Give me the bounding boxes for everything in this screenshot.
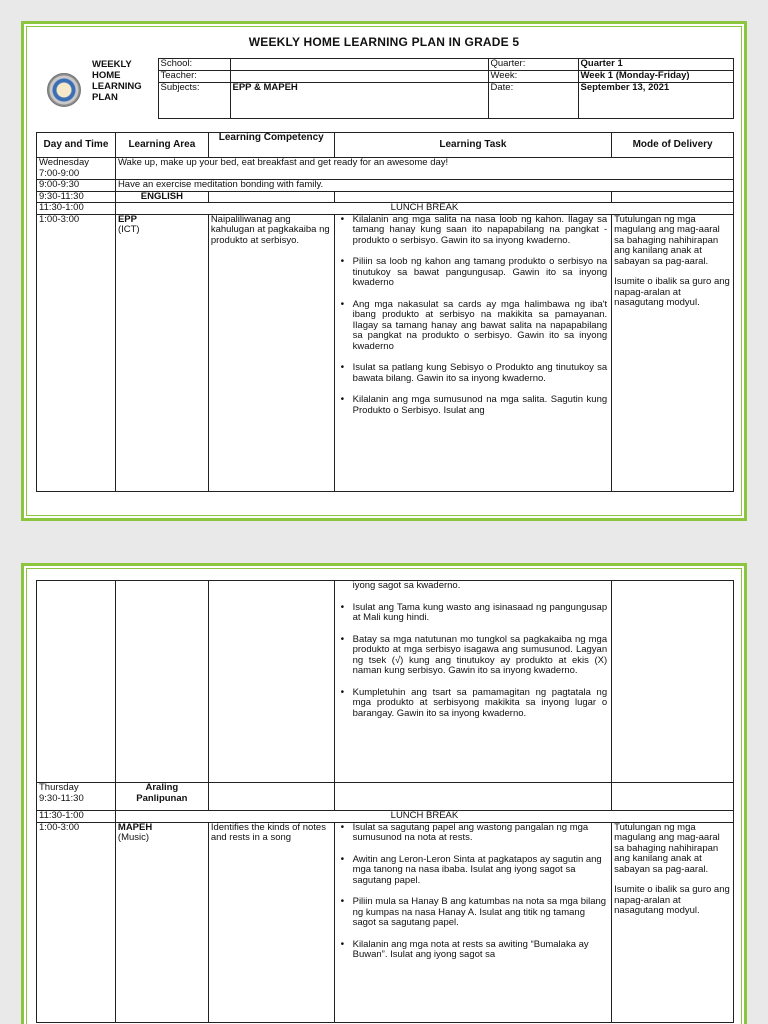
page-title: WEEKLY HOME LEARNING PLAN IN GRADE 5: [248, 35, 520, 49]
list-item: • Batay sa mga natutunan mo tungkol sa pagkakaiba ng mga produkto at mga serbisyo isagawa ang sumusunod. Lagyan ng tsek (√) kung ang tinutukoy ay produkto at ekis (X) naman kung serbisyo. Gawin ito sa inyong kwaderno.: [353, 635, 608, 677]
mode-text: Isumite o ibalik sa guro ang napag-aralan at nasagutang modyul.: [614, 884, 730, 916]
empty-cell: [115, 581, 208, 783]
table-row: [37, 581, 734, 783]
mode-text: Tutulungan ng mga magulang ang mag-aaral sa bahaging nahihirapan ang kanilang anak at sabayan sa pag-aaral.: [614, 821, 720, 875]
area-subtitle: (Music): [117, 832, 150, 843]
empty-cell: [208, 783, 334, 811]
day-time-cell: [37, 783, 116, 811]
task-cell: [334, 581, 612, 783]
activity-cell: Wake up, make up your bed, eat breakfast and get ready for an awesome day!: [115, 158, 733, 180]
list-item: • Piliin sa loob ng kahon ang tamang produkto o serbisyo na tinutukoy sa bawat pangungusap. Gawin ito sa inyong kwaderno: [353, 257, 608, 289]
plan-label-line: LEARNING: [92, 80, 142, 92]
empty-cell: [612, 191, 734, 203]
date-value: September 13, 2021: [578, 83, 734, 119]
task-list: [337, 823, 610, 961]
day-label: Thursday: [39, 782, 79, 793]
plan-label: [90, 59, 158, 119]
table-row: [37, 822, 734, 1022]
time-cell: 9:00-9:30: [37, 180, 116, 192]
plan-label-line: PLAN: [92, 91, 118, 103]
day-label: Wednesday: [39, 157, 89, 168]
subjects-value: EPP & MAPEH: [230, 83, 488, 119]
lunch-cell: LUNCH BREAK: [115, 811, 733, 823]
plan-label-line: WEEKLY: [92, 58, 132, 70]
mode-text: Isumite o ibalik sa guro ang napag-aralan at nasagutang modyul.: [614, 276, 730, 308]
list-item: • Isulat ang Tama kung wasto ang isinasaad ng pangungusap at Mali kung hindi.: [353, 603, 608, 624]
school-value: [230, 59, 488, 71]
table-row: [37, 783, 734, 811]
area-name: EPP: [117, 213, 137, 225]
logo-cell: [36, 59, 90, 119]
empty-cell: [612, 783, 734, 811]
document-page-1: [21, 21, 747, 521]
table-row: [37, 214, 734, 491]
list-item: • Kilalanin ang mga salita na nasa loob ng kahon. Ilagay sa tamang hanay kung saan ito napapabilang na pangkat - produkto o serbisyo. Gawin ito sa inyong kwaderno.: [353, 215, 608, 247]
learning-area-cell: [115, 822, 208, 1022]
time-label: 9:30-11:30: [39, 792, 84, 804]
empty-cell: [334, 783, 612, 811]
week-label: Week:: [488, 71, 578, 83]
task-list: [337, 603, 610, 720]
school-label: School:: [158, 59, 230, 71]
day-time-cell: [37, 158, 116, 180]
list-item: • Kilalanin ang mga nota at rests sa awiting “Bumalaka ay Buwan”. Isulat ang iyong sagot sa: [353, 940, 608, 961]
time-cell: 1:00-3:00: [37, 214, 116, 491]
task-continuation: iyong sagot sa kwaderno.: [352, 580, 461, 591]
empty-cell: [208, 191, 334, 203]
list-item: • Ang mga nakasulat sa cards ay mga halimbawa ng iba't ibang produkto at serbisyo na makikita sa pamayanan. Ilagay sa tamang hanay ang bawat salita na napapabilang sa pangkat na produkto o serbisyo. Gawin ito sa inyong kwaderno: [353, 300, 608, 353]
list-item: • Awitin ang Leron-Leron Sinta at pagkatapos ay sagutin ang mga tanong na nasa ibaba. Isulat ang iyong sagot sa sagutang papel.: [353, 855, 608, 887]
table-row: [37, 158, 734, 180]
mode-cell: [612, 214, 734, 491]
plan-table: [36, 132, 734, 492]
plan-table-continued: [36, 580, 734, 1023]
learning-area-cell: [115, 214, 208, 491]
deped-seal-icon: [47, 73, 81, 107]
area-name: Araling: [145, 782, 179, 793]
time-cell: 11:30-1:00: [37, 811, 116, 823]
list-item: • Piliin mula sa Hanay B ang katumbas na nota sa mga bilang ng kumpas na nasa Hanay A. Isulat ang titik ng tamang sagot sa sagutang papel.: [353, 897, 608, 929]
time-cell: 1:00-3:00: [37, 822, 116, 1022]
list-item: • Isulat sa patlang kung Sebisyo o Produkto ang tinutukoy sa bawata bilang. Gawin ito sa inyong kwaderno.: [353, 363, 608, 384]
column-header: Mode of Delivery: [612, 133, 734, 158]
column-header: Learning Area: [115, 133, 208, 158]
list-item: • Isulat sa sagutang papel ang wastong pangalan ng mga sumusunod na nota at rests.: [353, 823, 608, 844]
teacher-value: [230, 71, 488, 83]
table-row: [37, 811, 734, 823]
plan-label-line: HOME: [92, 69, 121, 81]
time-cell: 9:30-11:30: [37, 191, 116, 203]
task-cell: [334, 822, 612, 1022]
list-item: • Kilalanin ang mga sumusunod na mga salita. Sagutin kung Produkto o Serbisyo. Isulat ang: [353, 395, 608, 416]
date-label: Date:: [488, 83, 578, 119]
competency-cell: Identifies the kinds of notes and rests in a song: [208, 822, 334, 1022]
learning-area-cell: [115, 783, 208, 811]
empty-cell: [334, 191, 612, 203]
area-subtitle: (ICT): [117, 224, 140, 235]
table-row: [37, 180, 734, 192]
column-header: Day and Time: [37, 133, 116, 158]
week-value: Week 1 (Monday-Friday): [578, 71, 734, 83]
lunch-cell: LUNCH BREAK: [115, 203, 733, 215]
list-item: • Kumpletuhin ang tsart sa pamamagitan ng pagtatala ng mga produkto at serbisyong makikita sa inyong lugar o barangay. Gawin ito sa inyong kwaderno.: [353, 688, 608, 720]
task-list: [337, 215, 610, 417]
empty-cell: [612, 581, 734, 783]
header-table: [36, 58, 734, 119]
time-label: 7:00-9:00: [39, 167, 80, 179]
time-cell: 11:30-1:00: [37, 203, 116, 215]
table-row: [37, 191, 734, 203]
area-name: MAPEH: [117, 821, 153, 833]
teacher-label: Teacher:: [158, 71, 230, 83]
quarter-value: Quarter 1: [578, 59, 734, 71]
column-header: Learning Task: [334, 133, 612, 158]
mode-cell: [612, 822, 734, 1022]
subjects-label: Subjects:: [158, 83, 230, 119]
mode-text: Tutulungan ng mga magulang ang mag-aaral sa bahaging nahihirapan ang kanilang anak at sabayan sa pag-aaral.: [614, 213, 720, 267]
area-name: Panlipunan: [136, 792, 188, 804]
task-cell: [334, 214, 612, 491]
learning-area-cell: ENGLISH: [115, 191, 208, 203]
empty-cell: [37, 581, 116, 783]
table-row: [37, 203, 734, 215]
quarter-label: Quarter:: [488, 59, 578, 71]
empty-cell: [208, 581, 334, 783]
competency-cell: Naipaliliwanag ang kahulugan at pagkakaiba ng produkto at serbisyo.: [208, 214, 334, 491]
activity-cell: Have an exercise meditation bonding with family.: [115, 180, 733, 192]
document-page-2: [21, 563, 747, 1024]
column-header: Learning Competency: [208, 133, 334, 158]
